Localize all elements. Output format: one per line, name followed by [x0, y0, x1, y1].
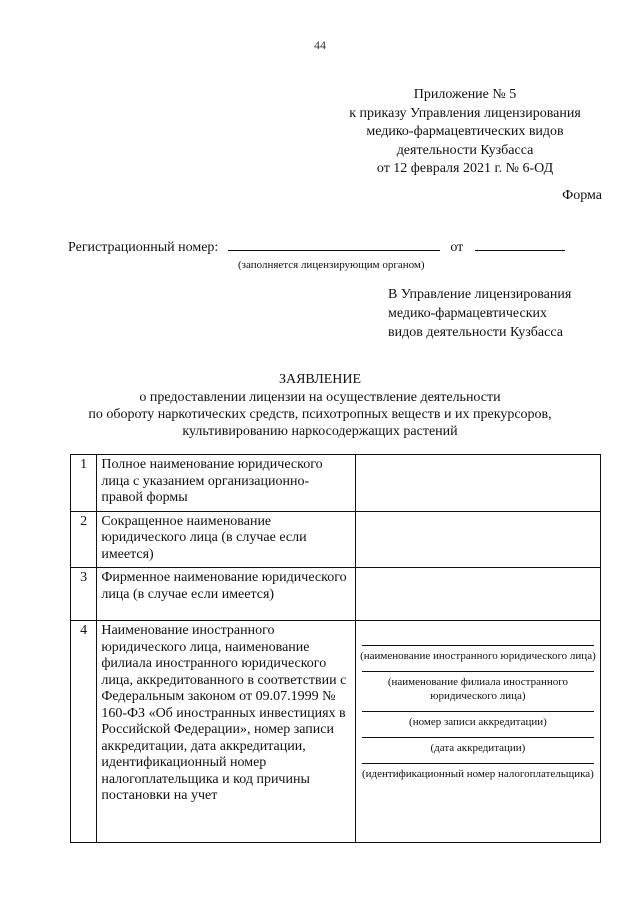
accreditation-date-line[interactable]	[362, 737, 594, 738]
application-table	[70, 454, 601, 843]
registration-row	[68, 238, 565, 256]
annex-line: от 12 февраля 2021 г. № 6-ОД	[376, 161, 554, 176]
title-heading: ЗАЯВЛЕНИЕ	[278, 372, 362, 387]
row-label: Наименование иностранного юридического лица, наименование филиала иностранного юридического лица, аккредитованного в соответствии с Федеральным законом от 09.07.1999 № 160-ФЗ «Об иностранных инвестициях в Российской Федерации», номер записи аккредитации, дата аккредитации, идентификационный номер налогоплательщика и код причины постановки на учет	[97, 621, 356, 843]
annex-header	[290, 86, 640, 179]
table-row	[71, 568, 601, 621]
addressee-line: видов деятельности Кузбасса	[388, 325, 563, 340]
row-label: Сокращенное наименование юридического лица (в случае если имеется)	[97, 511, 356, 568]
field-caption: (наименование иностранного юридического лица)	[360, 650, 596, 662]
foreign-entity-name-line[interactable]	[362, 645, 594, 646]
document-title	[0, 371, 640, 440]
row-number: 3	[71, 568, 97, 621]
registration-from-label: от	[450, 240, 464, 255]
short-name-value-cell[interactable]	[355, 511, 600, 568]
annex-line: к приказу Управления лицензирования	[349, 105, 581, 121]
row-number: 1	[71, 455, 97, 512]
page-number: 44	[314, 38, 326, 52]
table-row	[71, 455, 601, 512]
registration-date-field[interactable]	[475, 238, 565, 251]
branch-name-line[interactable]	[362, 671, 594, 672]
addressee-line: медико-фармацевтических	[388, 306, 547, 321]
annex-line: медико-фармацевтических видов	[366, 124, 564, 139]
field-caption: (идентификационный номер налогоплательщика)	[361, 768, 594, 780]
field-caption: (наименование филиала иностранного юридического лица)	[387, 676, 568, 702]
title-line: культивированию наркосодержащих растений	[182, 424, 458, 439]
field-caption: (дата аккредитации)	[430, 742, 526, 754]
registration-label: Регистрационный номер:	[68, 240, 219, 255]
form-label: Форма	[562, 188, 602, 203]
annex-line: деятельности Кузбасса	[396, 142, 534, 158]
row-number: 4	[71, 621, 97, 843]
brand-name-value-cell[interactable]	[355, 568, 600, 621]
foreign-entity-value-cell	[355, 621, 600, 843]
full-name-value-cell[interactable]	[355, 455, 600, 512]
accreditation-record-line[interactable]	[362, 711, 594, 712]
row-number: 2	[71, 511, 97, 568]
title-line: по обороту наркотических средств, психотропных веществ и их прекурсоров,	[88, 407, 552, 422]
addressee-block	[388, 285, 571, 342]
field-caption: (номер записи аккредитации)	[409, 716, 547, 728]
table-row	[71, 511, 601, 568]
inn-line[interactable]	[362, 763, 594, 764]
row-label: Полное наименование юридического лица с указанием организационно-правой формы	[97, 455, 356, 512]
title-line: о предоставлении лицензии на осуществление деятельности	[139, 390, 501, 405]
registration-number-field[interactable]	[228, 238, 440, 251]
row-label: Фирменное наименование юридического лица (в случае если имеется)	[97, 568, 356, 621]
addressee-line: В Управление лицензирования	[388, 287, 572, 302]
registration-note: (заполняется лицензирующим органом)	[238, 259, 425, 271]
table-row	[71, 621, 601, 843]
annex-line: Приложение № 5	[413, 87, 517, 102]
